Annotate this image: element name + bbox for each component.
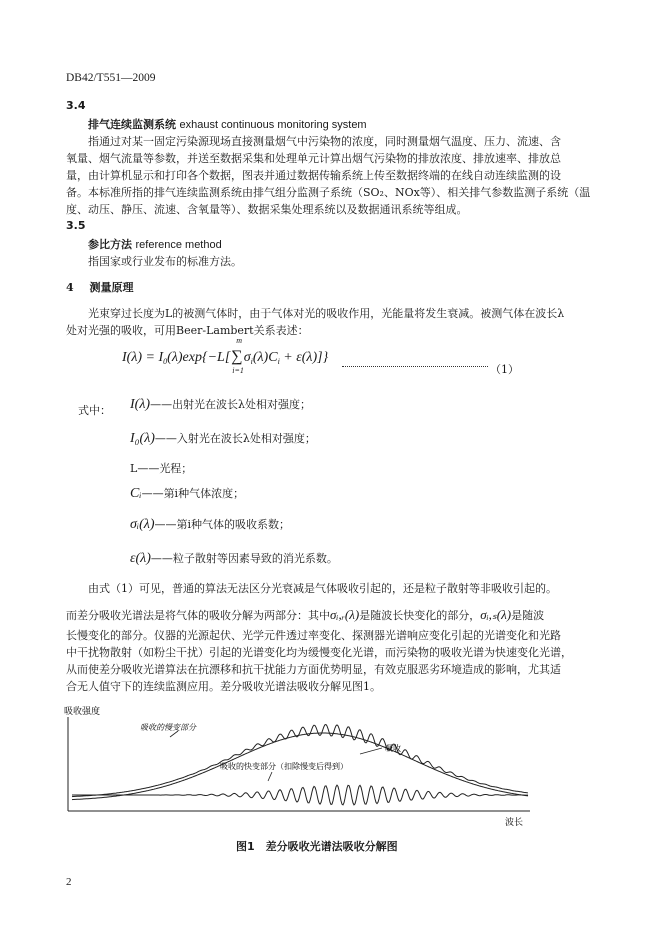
section-3-5-title: [88, 236, 222, 254]
definition-row: [130, 396, 311, 413]
section-3-5-number: 3.5: [66, 219, 86, 232]
sum-symbol: m ∑ i=1: [231, 336, 244, 375]
section-4-intro-line-1: 光束穿过长度为L的被测气体时，由于气体对光的吸收作用，光能量将发生衰减。被测气体在波长λ: [88, 307, 565, 320]
sigma-fast-symbol: σᵢ,ᵣ(λ): [330, 607, 360, 622]
section-3-4-line-2: 氧量、烟气流量等参数，并送至数据采集和处理单元计算出烟气污染物的排放浓度、排放速率、排放总: [66, 152, 561, 165]
paragraph-1: 由式（1）可见，普通的算法无法区分光衰减是气体吸收引起的，还是粒子散射等非吸收引起的。: [88, 582, 557, 595]
section-3-5-text: 指国家或行业发布的标准方法。: [88, 255, 242, 268]
definition-text: ——入射光在波长λ处相对强度；: [154, 432, 316, 445]
formula-number: （1）: [490, 363, 519, 376]
definition-row: [130, 550, 338, 567]
section-3-4-title: [88, 116, 367, 134]
x-axis-label: 波长: [505, 818, 524, 828]
definition-text: ——出射光在波长λ处相对强度；: [150, 398, 312, 411]
beer-lambert-formula: $I(\lambda) = I_0(\lambda)\exp\{-L$[ m ∑ i=1 $\sigma_i(\lambda)C_i + \varepsilon(\lambda)$]}: [122, 336, 329, 375]
definition-symbol: I₀(λ): [130, 431, 155, 446]
section-3-4-line-5: 度、动压、静压、流速、含氧量等）、数据采集处理系统以及数据通讯系统等组成。: [66, 203, 468, 216]
section-3-4-line-3: 量，由计算机显示和打印各个数据，图表并通过数据传输系统上传至数据终端的在线自动连续监测的设: [66, 169, 561, 182]
fast-variation-label: 吸收的快变部分（扣除慢变后得到）: [220, 762, 348, 771]
section-3-4-line-4: 备。本标准所指的排气连续监测系统由排气组分监测子系统（SO₂、NOx等）、相关排气参数监测子系统（温: [66, 186, 591, 199]
section-4-number: 4: [66, 281, 74, 294]
fast-label-leader: [268, 772, 272, 781]
definition-text: ——光程；: [137, 462, 193, 475]
paragraph-2-line-1: 而差分吸收光谱法是将气体的吸收分解为两部分：其中σᵢ,ᵣ(λ)是随波长快变化的部分，σᵢ,ₛ(λ)是随波: [66, 607, 545, 622]
definition-row: [130, 460, 192, 476]
section-3-4-line-1: 指通过对某一固定污染源现场直接测量烟气中污染物的浓度，同时测量烟气温度、压力、流速、含: [88, 135, 561, 148]
paragraph-2-line-4: 从而使差分吸收光谱算法在抗漂移和抗干扰能力方面优势明显，有效克服恶劣环境造成的影响，尤其适: [66, 663, 561, 676]
section-3-4-title-cn: 排气连续监测系统: [88, 118, 176, 131]
definition-text: ——第i种气体浓度；: [141, 487, 245, 500]
definition-symbol: σᵢ(λ): [130, 517, 155, 532]
absorption-decomposition-figure: [60, 703, 540, 831]
section-3-5-title-cn: 参比方法: [88, 238, 132, 251]
definition-row: [130, 516, 290, 533]
slow-variation-label: 吸收的慢变部分: [140, 723, 196, 732]
sigma-slow-symbol: σᵢ,ₛ(λ): [480, 607, 512, 622]
definition-row: [130, 485, 244, 502]
absorb-label-leader: [360, 748, 382, 754]
section-3-4-number: 3.4: [66, 99, 86, 112]
definition-symbol: Cᵢ: [130, 486, 142, 501]
definition-text: ——粒子散射等因素导致的消光系数。: [150, 552, 338, 565]
definition-symbol: I(λ): [130, 397, 151, 412]
document-id: DB42/T551—2009: [66, 72, 156, 84]
paragraph-2-line-3: 中干扰物散射（如粉尘干扰）引起的光谱变化均为缓慢变化光谱，而污染物的吸收光谱为快速变化光谱，: [66, 646, 572, 659]
definition-symbol: L: [130, 462, 138, 475]
paragraph-2-line-2: 长慢变化的部分。仪器的光源起伏、光学元件透过率变化、探测器光谱响应变化引起的光谱变化和光路: [66, 629, 561, 642]
y-axis-label: 吸收强度: [64, 707, 101, 717]
where-label: 式中：: [78, 404, 111, 417]
section-3-4-title-en: exhaust continuous monitoring system: [179, 119, 367, 131]
fast-variation-curve: [72, 785, 528, 805]
paragraph-2-line-5: 合无人值守下的连续监测应用。差分吸收光谱法吸收分解见图1。: [66, 680, 381, 693]
absorption-label: 吸收: [385, 744, 401, 753]
definition-row: [130, 430, 316, 447]
section-3-5-title-en: reference method: [135, 239, 222, 251]
section-4-intro-line-2: 处对光强的吸收，可用Beer-Lambert关系表述：: [66, 324, 309, 337]
definition-text: ——第i种气体的吸收系数；: [154, 518, 291, 531]
definition-symbol: ε(λ): [130, 551, 151, 566]
section-4-heading: [66, 279, 134, 296]
page-number: 2: [66, 876, 72, 888]
section-4-title: 测量原理: [89, 281, 134, 294]
figure-caption: 图1 差分吸收光谱法吸收分解图: [236, 840, 398, 853]
formula-leader-dots: [342, 366, 488, 367]
